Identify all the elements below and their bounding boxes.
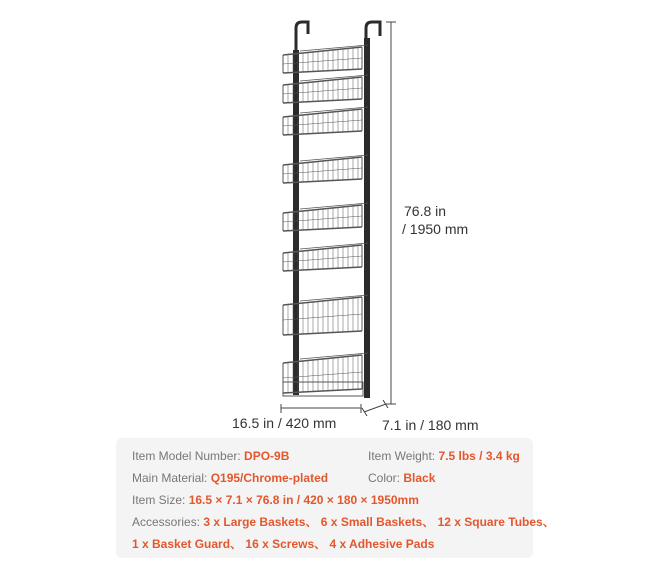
spec-row-weight bbox=[368, 448, 520, 464]
accessory-item: 4 x Adhesive Pads bbox=[329, 537, 435, 551]
accessory-item: 16 x Screws bbox=[245, 537, 315, 551]
spec-row-accessories bbox=[132, 514, 555, 530]
spec-row-color bbox=[368, 470, 435, 486]
width-dimension-line bbox=[281, 404, 361, 413]
weight-value: 7.5 lbs / 3.4 kg bbox=[438, 449, 520, 463]
accessory-separator: 、 bbox=[305, 515, 318, 529]
spec-row-material bbox=[132, 470, 328, 486]
right-upright bbox=[364, 38, 370, 398]
accessory-separator: 、 bbox=[422, 515, 435, 529]
accessory-item: 1 x Basket Guard bbox=[132, 537, 231, 551]
accessory-item: 12 x Square Tubes bbox=[437, 515, 543, 529]
color-label: Color: bbox=[368, 471, 401, 485]
accessories-label: Accessories: bbox=[132, 515, 201, 529]
accessory-separator: 、 bbox=[314, 537, 327, 551]
accessory-item: 6 x Small Baskets bbox=[320, 515, 423, 529]
spec-row-size bbox=[132, 492, 419, 508]
spec-panel bbox=[116, 438, 555, 558]
height-label-in: 76.8 in bbox=[404, 203, 447, 219]
accessory-separator: 、 bbox=[542, 515, 555, 529]
width-label: 16.5 in / 420 mm bbox=[232, 415, 337, 431]
spec-row-accessories-cont bbox=[132, 536, 434, 552]
spec-row-model bbox=[132, 448, 289, 464]
depth-label: 7.1 in / 180 mm bbox=[382, 417, 479, 433]
model-label: Item Model Number: bbox=[132, 449, 241, 463]
size-value: 16.5 × 7.1 × 76.8 in / 420 × 180 × 1950mm bbox=[188, 493, 419, 507]
color-value: Black bbox=[403, 471, 436, 485]
accessory-separator: 、 bbox=[230, 537, 243, 551]
material-value: Q195/Chrome-plated bbox=[210, 471, 329, 485]
left-door-hook bbox=[296, 22, 308, 52]
depth-dimension-line bbox=[362, 400, 388, 416]
rack-illustration bbox=[283, 22, 380, 398]
height-dimension-line bbox=[386, 22, 396, 404]
model-value: DPO-9B bbox=[244, 449, 290, 463]
accessory-item: 3 x Large Baskets bbox=[203, 515, 306, 529]
weight-label: Item Weight: bbox=[368, 449, 436, 463]
size-label: Item Size: bbox=[132, 493, 186, 507]
height-label-mm: / 1950 mm bbox=[402, 221, 469, 237]
material-label: Main Material: bbox=[132, 471, 208, 485]
